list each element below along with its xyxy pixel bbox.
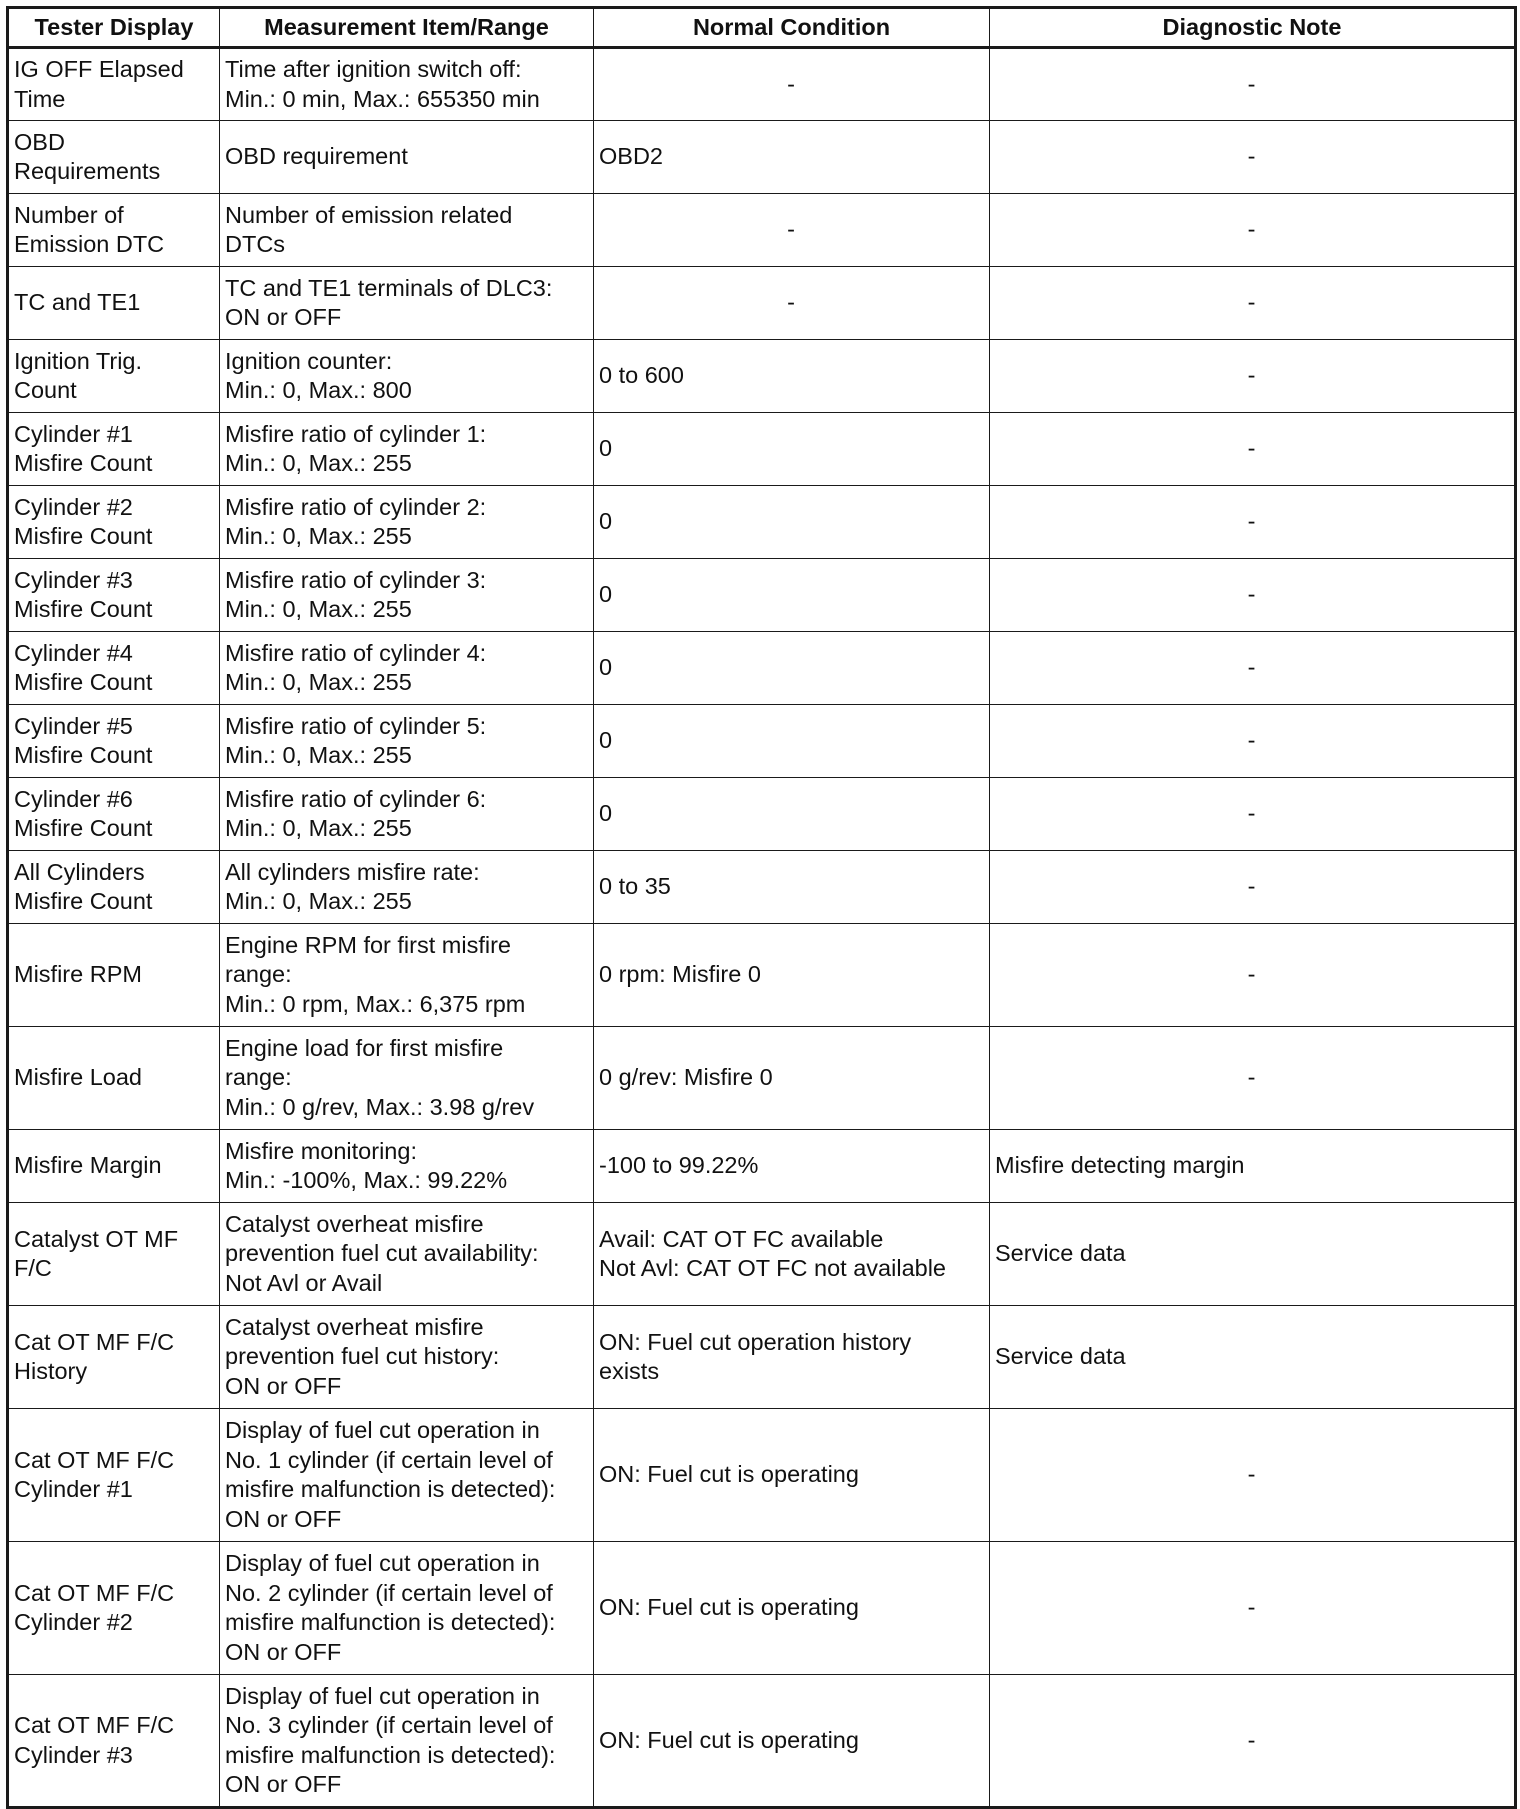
cell-normal-condition: 0 rpm: Misfire 0 [594, 924, 990, 1027]
cell-normal-condition: ON: Fuel cut is operating [594, 1675, 990, 1808]
cell-normal-condition: - [594, 194, 990, 267]
cell-diagnostic-note: - [990, 194, 1516, 267]
cell-tester-display: Misfire Load [8, 1027, 220, 1130]
cell-diagnostic-note: - [990, 340, 1516, 413]
cell-measurement: TC and TE1 terminals of DLC3: ON or OFF [220, 267, 594, 340]
cell-measurement: Time after ignition switch off: Min.: 0 min, Max.: 655350 min [220, 48, 594, 121]
cell-tester-display: OBD Requirements [8, 121, 220, 194]
table-row [8, 851, 1516, 924]
cell-diagnostic-note: - [990, 486, 1516, 559]
cell-tester-display: Cylinder #1 Misfire Count [8, 413, 220, 486]
cell-tester-display: Misfire Margin [8, 1130, 220, 1203]
cell-tester-display: IG OFF Elapsed Time [8, 48, 220, 121]
cell-diagnostic-note: - [990, 413, 1516, 486]
table-row [8, 48, 1516, 121]
cell-tester-display: All Cylinders Misfire Count [8, 851, 220, 924]
table-row [8, 1203, 1516, 1306]
cell-normal-condition: 0 [594, 413, 990, 486]
cell-measurement: Misfire ratio of cylinder 4: Min.: 0, Max.: 255 [220, 632, 594, 705]
cell-normal-condition: 0 [594, 778, 990, 851]
cell-measurement: Misfire ratio of cylinder 2: Min.: 0, Max.: 255 [220, 486, 594, 559]
cell-measurement: Engine load for first misfire range: Min.: 0 g/rev, Max.: 3.98 g/rev [220, 1027, 594, 1130]
cell-normal-condition: 0 [594, 705, 990, 778]
cell-diagnostic-note: - [990, 1675, 1516, 1808]
cell-diagnostic-note: Misfire detecting margin [990, 1130, 1516, 1203]
table-row [8, 486, 1516, 559]
cell-diagnostic-note: Service data [990, 1306, 1516, 1409]
cell-diagnostic-note: - [990, 924, 1516, 1027]
table-row [8, 705, 1516, 778]
table-row [8, 1542, 1516, 1675]
cell-normal-condition: 0 [594, 559, 990, 632]
cell-diagnostic-note: - [990, 1027, 1516, 1130]
cell-measurement: Display of fuel cut operation in No. 1 cylinder (if certain level of misfire malfunction is detected): ON or OFF [220, 1409, 594, 1542]
cell-normal-condition: ON: Fuel cut is operating [594, 1409, 990, 1542]
cell-tester-display: Misfire RPM [8, 924, 220, 1027]
cell-measurement: Misfire monitoring: Min.: -100%, Max.: 99.22% [220, 1130, 594, 1203]
cell-tester-display: Cylinder #2 Misfire Count [8, 486, 220, 559]
table-row [8, 1130, 1516, 1203]
table-row [8, 778, 1516, 851]
cell-tester-display: TC and TE1 [8, 267, 220, 340]
cell-normal-condition: ON: Fuel cut operation history exists [594, 1306, 990, 1409]
cell-normal-condition: 0 [594, 486, 990, 559]
table-row [8, 1306, 1516, 1409]
cell-tester-display: Cylinder #3 Misfire Count [8, 559, 220, 632]
table-row [8, 267, 1516, 340]
cell-tester-display: Cylinder #6 Misfire Count [8, 778, 220, 851]
header-diagnostic-note: Diagnostic Note [990, 8, 1516, 48]
cell-diagnostic-note: Service data [990, 1203, 1516, 1306]
table-row [8, 340, 1516, 413]
cell-normal-condition: 0 to 35 [594, 851, 990, 924]
cell-normal-condition: -100 to 99.22% [594, 1130, 990, 1203]
cell-measurement: Misfire ratio of cylinder 3: Min.: 0, Max.: 255 [220, 559, 594, 632]
cell-normal-condition: - [594, 48, 990, 121]
cell-measurement: Display of fuel cut operation in No. 3 cylinder (if certain level of misfire malfunction is detected): ON or OFF [220, 1675, 594, 1808]
cell-normal-condition: - [594, 267, 990, 340]
table-row [8, 194, 1516, 267]
cell-measurement: All cylinders misfire rate: Min.: 0, Max.: 255 [220, 851, 594, 924]
cell-diagnostic-note: - [990, 48, 1516, 121]
cell-measurement: Misfire ratio of cylinder 5: Min.: 0, Max.: 255 [220, 705, 594, 778]
table-row [8, 413, 1516, 486]
cell-normal-condition: ON: Fuel cut is operating [594, 1542, 990, 1675]
cell-tester-display: Catalyst OT MF F/C [8, 1203, 220, 1306]
cell-diagnostic-note: - [990, 559, 1516, 632]
cell-measurement: Display of fuel cut operation in No. 2 cylinder (if certain level of misfire malfunction is detected): ON or OFF [220, 1542, 594, 1675]
cell-measurement: Engine RPM for first misfire range: Min.: 0 rpm, Max.: 6,375 rpm [220, 924, 594, 1027]
cell-measurement: OBD requirement [220, 121, 594, 194]
cell-diagnostic-note: - [990, 632, 1516, 705]
cell-diagnostic-note: - [990, 121, 1516, 194]
cell-measurement: Number of emission related DTCs [220, 194, 594, 267]
cell-measurement: Misfire ratio of cylinder 1: Min.: 0, Max.: 255 [220, 413, 594, 486]
header-measurement-item: Measurement Item/Range [220, 8, 594, 48]
table-row [8, 121, 1516, 194]
cell-tester-display: Number of Emission DTC [8, 194, 220, 267]
cell-diagnostic-note: - [990, 778, 1516, 851]
cell-diagnostic-note: - [990, 851, 1516, 924]
cell-normal-condition: OBD2 [594, 121, 990, 194]
cell-normal-condition: Avail: CAT OT FC available Not Avl: CAT OT FC not available [594, 1203, 990, 1306]
cell-diagnostic-note: - [990, 1542, 1516, 1675]
table-row [8, 1027, 1516, 1130]
cell-measurement: Catalyst overheat misfire prevention fuel cut availability: Not Avl or Avail [220, 1203, 594, 1306]
header-normal-condition: Normal Condition [594, 8, 990, 48]
cell-normal-condition: 0 to 600 [594, 340, 990, 413]
cell-tester-display: Cylinder #4 Misfire Count [8, 632, 220, 705]
cell-tester-display: Cat OT MF F/C Cylinder #1 [8, 1409, 220, 1542]
cell-tester-display: Cat OT MF F/C Cylinder #2 [8, 1542, 220, 1675]
table-body [8, 48, 1516, 1808]
table-row [8, 1409, 1516, 1542]
cell-measurement: Catalyst overheat misfire prevention fuel cut history: ON or OFF [220, 1306, 594, 1409]
cell-tester-display: Cat OT MF F/C Cylinder #3 [8, 1675, 220, 1808]
cell-measurement: Ignition counter: Min.: 0, Max.: 800 [220, 340, 594, 413]
data-list-table [6, 6, 1517, 1809]
table-row [8, 924, 1516, 1027]
table-header-row [8, 8, 1516, 48]
table-row [8, 559, 1516, 632]
cell-measurement: Misfire ratio of cylinder 6: Min.: 0, Max.: 255 [220, 778, 594, 851]
cell-diagnostic-note: - [990, 705, 1516, 778]
cell-tester-display: Cat OT MF F/C History [8, 1306, 220, 1409]
cell-normal-condition: 0 [594, 632, 990, 705]
cell-tester-display: Ignition Trig. Count [8, 340, 220, 413]
cell-diagnostic-note: - [990, 1409, 1516, 1542]
cell-tester-display: Cylinder #5 Misfire Count [8, 705, 220, 778]
table-row [8, 1675, 1516, 1808]
table-row [8, 632, 1516, 705]
cell-normal-condition: 0 g/rev: Misfire 0 [594, 1027, 990, 1130]
cell-diagnostic-note: - [990, 267, 1516, 340]
header-tester-display: Tester Display [8, 8, 220, 48]
